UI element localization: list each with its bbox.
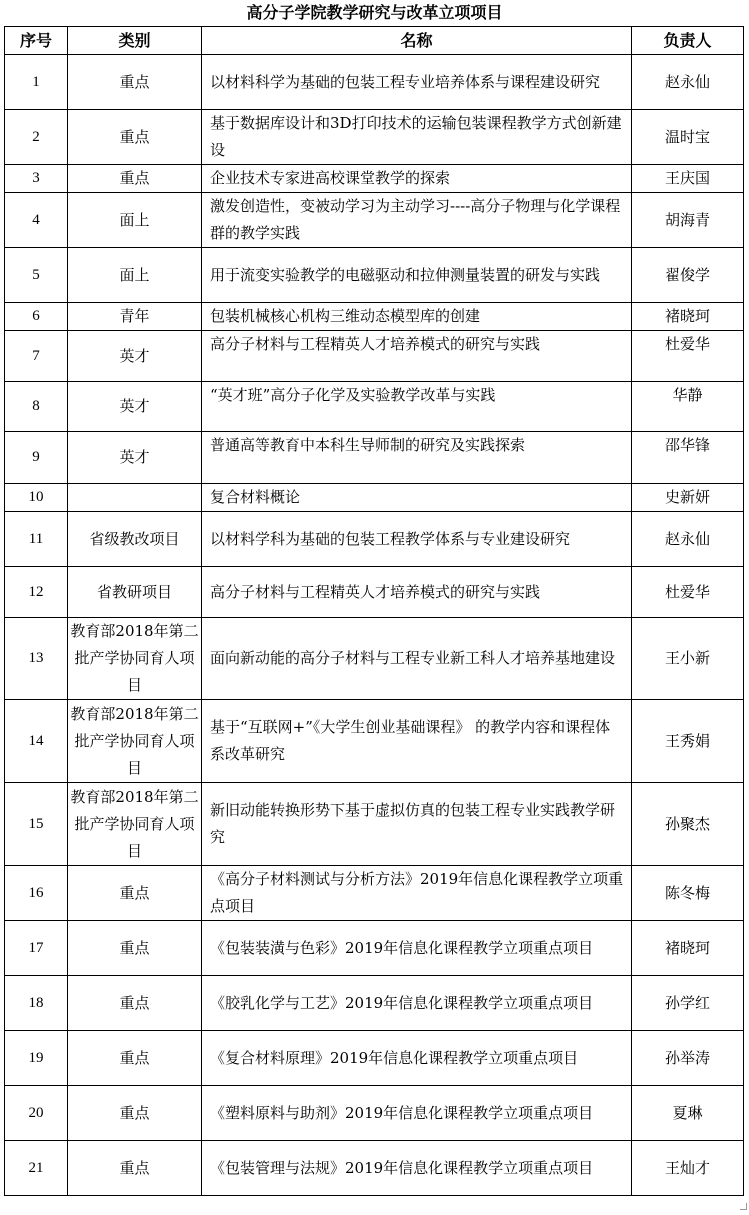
row-category: 省教研项目 xyxy=(68,567,202,618)
row-index: 16 xyxy=(5,866,68,921)
row-category: 重点 xyxy=(68,165,202,193)
row-name: 复合材料概论 xyxy=(202,484,632,512)
row-name: 包装机械核心机构三维动态模型库的创建 xyxy=(202,303,632,331)
row-person: 孙聚杰 xyxy=(632,783,744,866)
row-index: 11 xyxy=(5,512,68,567)
row-index: 8 xyxy=(5,382,68,432)
table-row xyxy=(5,193,744,248)
header-category: 类别 xyxy=(68,27,202,55)
row-category: 重点 xyxy=(68,55,202,110)
table-row xyxy=(5,921,744,976)
header-index: 序号 xyxy=(5,27,68,55)
row-person: 王小新 xyxy=(632,618,744,700)
row-name: 基于“互联网+”《大学生创业基础课程》 的教学内容和课程体系改革研究 xyxy=(202,700,632,783)
row-index: 19 xyxy=(5,1031,68,1086)
row-name: 以材料学科为基础的包装工程教学体系与专业建设研究 xyxy=(202,512,632,567)
row-index: 15 xyxy=(5,783,68,866)
row-category: 教育部2018年第二批产学协同育人项目 xyxy=(68,700,202,783)
row-name: 《包装管理与法规》2019年信息化课程教学立项重点项目 xyxy=(202,1141,632,1196)
row-person: 王灿才 xyxy=(632,1141,744,1196)
projects-table xyxy=(4,26,744,1196)
table-row xyxy=(5,382,744,432)
table-row xyxy=(5,1031,744,1086)
row-index: 7 xyxy=(5,331,68,382)
row-person: 邵华锋 xyxy=(632,432,744,484)
row-category: 重点 xyxy=(68,866,202,921)
row-category: 英才 xyxy=(68,382,202,432)
table-row xyxy=(5,248,744,303)
row-person: 胡海青 xyxy=(632,193,744,248)
table-row xyxy=(5,165,744,193)
row-index: 2 xyxy=(5,110,68,165)
row-category: 省级教改项目 xyxy=(68,512,202,567)
row-index: 17 xyxy=(5,921,68,976)
row-person: 温时宝 xyxy=(632,110,744,165)
table-row xyxy=(5,484,744,512)
row-category: 重点 xyxy=(68,921,202,976)
row-category: 重点 xyxy=(68,1031,202,1086)
row-index: 20 xyxy=(5,1086,68,1141)
table-row xyxy=(5,303,744,331)
row-person: 赵永仙 xyxy=(632,512,744,567)
row-category: 青年 xyxy=(68,303,202,331)
row-category: 英才 xyxy=(68,331,202,382)
table-row xyxy=(5,866,744,921)
table-row xyxy=(5,512,744,567)
row-category: 教育部2018年第二批产学协同育人项目 xyxy=(68,618,202,700)
table-row xyxy=(5,618,744,700)
table-row xyxy=(5,1086,744,1141)
row-category: 重点 xyxy=(68,976,202,1031)
table-row xyxy=(5,700,744,783)
table-row xyxy=(5,432,744,484)
row-person: 褚晓珂 xyxy=(632,303,744,331)
row-category: 教育部2018年第二批产学协同育人项目 xyxy=(68,783,202,866)
page-corner-mark xyxy=(740,1203,747,1210)
row-index: 9 xyxy=(5,432,68,484)
row-index: 18 xyxy=(5,976,68,1031)
row-name: 《包装装潢与色彩》2019年信息化课程教学立项重点项目 xyxy=(202,921,632,976)
row-index: 12 xyxy=(5,567,68,618)
row-person: 华静 xyxy=(632,382,744,432)
row-name: 激发创造性，变被动学习为主动学习----高分子物理与化学课程群的教学实践 xyxy=(202,193,632,248)
row-person: 褚晓珂 xyxy=(632,921,744,976)
table-row xyxy=(5,331,744,382)
row-name: 高分子材料与工程精英人才培养模式的研究与实践 xyxy=(202,331,632,382)
row-person: 杜爱华 xyxy=(632,567,744,618)
row-category: 重点 xyxy=(68,110,202,165)
row-category: 重点 xyxy=(68,1086,202,1141)
row-person: 王秀娟 xyxy=(632,700,744,783)
row-category: 重点 xyxy=(68,1141,202,1196)
row-person: 陈冬梅 xyxy=(632,866,744,921)
row-name: 《塑料原料与助剂》2019年信息化课程教学立项重点项目 xyxy=(202,1086,632,1141)
row-name: “英才班”高分子化学及实验教学改革与实践 xyxy=(202,382,632,432)
row-name: 基于数据库设计和3D打印技术的运输包装课程教学方式创新建设 xyxy=(202,110,632,165)
row-index: 3 xyxy=(5,165,68,193)
row-index: 13 xyxy=(5,618,68,700)
row-name: 《复合材料原理》2019年信息化课程教学立项重点项目 xyxy=(202,1031,632,1086)
header-person: 负责人 xyxy=(632,27,744,55)
row-name: 以材料科学为基础的包装工程专业培养体系与课程建设研究 xyxy=(202,55,632,110)
row-person: 翟俊学 xyxy=(632,248,744,303)
row-name: 《高分子材料测试与分析方法》2019年信息化课程教学立项重点项目 xyxy=(202,866,632,921)
table-row xyxy=(5,110,744,165)
row-person: 王庆国 xyxy=(632,165,744,193)
row-category: 面上 xyxy=(68,248,202,303)
row-name: 《胶乳化学与工艺》2019年信息化课程教学立项重点项目 xyxy=(202,976,632,1031)
row-person: 杜爱华 xyxy=(632,331,744,382)
row-index: 1 xyxy=(5,55,68,110)
table-row xyxy=(5,567,744,618)
table-row xyxy=(5,976,744,1031)
table-row xyxy=(5,1141,744,1196)
row-category xyxy=(68,484,202,512)
row-name: 普通高等教育中本科生导师制的研究及实践探索 xyxy=(202,432,632,484)
row-index: 10 xyxy=(5,484,68,512)
document-title: 高分子学院教学研究与改革立项项目 xyxy=(246,3,503,22)
row-name: 新旧动能转换形势下基于虚拟仿真的包装工程专业实践教学研究 xyxy=(202,783,632,866)
table-row xyxy=(5,55,744,110)
row-person: 孙学红 xyxy=(632,976,744,1031)
header-name: 名称 xyxy=(202,27,632,55)
row-person: 赵永仙 xyxy=(632,55,744,110)
row-person: 夏琳 xyxy=(632,1086,744,1141)
row-name: 企业技术专家进高校课堂教学的探索 xyxy=(202,165,632,193)
row-category: 英才 xyxy=(68,432,202,484)
table-body xyxy=(5,55,744,1196)
row-index: 21 xyxy=(5,1141,68,1196)
row-index: 6 xyxy=(5,303,68,331)
row-index: 5 xyxy=(5,248,68,303)
table-header-row xyxy=(5,27,744,55)
row-name: 高分子材料与工程精英人才培养模式的研究与实践 xyxy=(202,567,632,618)
row-index: 4 xyxy=(5,193,68,248)
row-name: 用于流变实验教学的电磁驱动和拉伸测量装置的研发与实践 xyxy=(202,248,632,303)
row-person: 史新妍 xyxy=(632,484,744,512)
row-index: 14 xyxy=(5,700,68,783)
row-person: 孙举涛 xyxy=(632,1031,744,1086)
row-name: 面向新动能的高分子材料与工程专业新工科人才培养基地建设 xyxy=(202,618,632,700)
row-category: 面上 xyxy=(68,193,202,248)
table-row xyxy=(5,783,744,866)
